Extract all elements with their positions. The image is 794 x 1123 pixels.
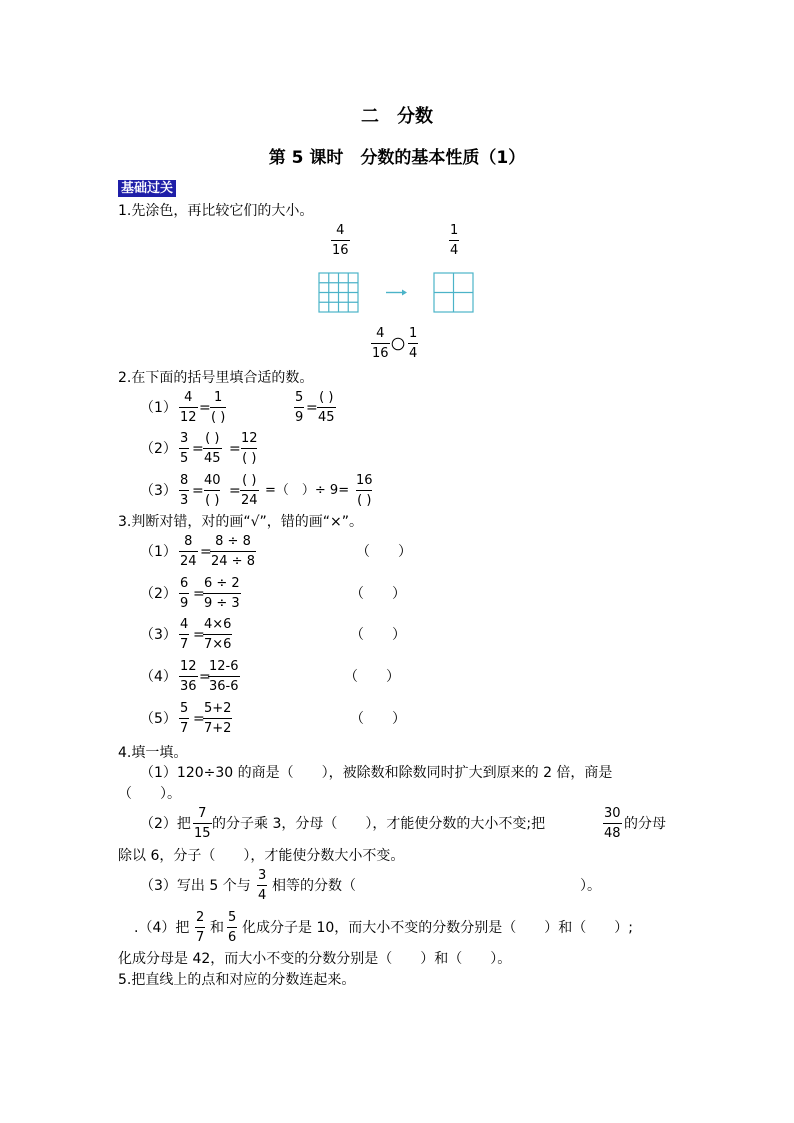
q1-grid-16[interactable]	[319, 273, 358, 312]
q4-prompt: 4.填一填。	[118, 745, 188, 761]
fraction: $\frac{3}{4}$	[258, 868, 267, 903]
equals-sign: =	[229, 441, 241, 457]
fraction: $\frac{30}{48}$	[604, 806, 621, 841]
equals-sign: =	[200, 544, 212, 560]
equals-sign: =	[192, 483, 204, 499]
q4-s4-post: 化成分子是 10，而大小不变的分数分别是（ ）和（ ）;	[242, 920, 633, 936]
fraction: $\frac{8}{24}$	[180, 534, 197, 569]
answer-blank[interactable]: （ ）	[344, 669, 400, 685]
q4-s1-line1: （1）120÷30 的商是（ ），被除数和除数同时扩大到原来的 2 倍，商是	[140, 765, 613, 781]
q4-s2-line2: 除以 6，分子（ ），才能使分数大小不变。	[118, 848, 405, 864]
q4-s4-and: 和	[210, 920, 224, 936]
fraction-blank[interactable]: 1 ( )	[211, 390, 226, 425]
fraction: $\frac{5}{6}$	[228, 910, 237, 945]
equals-sign: =	[199, 400, 211, 416]
q1-compare-left: $\frac{4}{16}$	[372, 326, 389, 361]
section-tag: 基础过关	[118, 180, 176, 197]
equals-sign: =	[193, 586, 205, 602]
q3-label: （2）	[140, 586, 177, 602]
q1-right-fraction: $\frac{1}{4}$	[450, 223, 459, 258]
q3-label: （3）	[140, 627, 177, 643]
q1-prompt: 1.先涂色，再比较它们的大小。	[118, 203, 314, 219]
q2-prompt: 2.在下面的括号里填合适的数。	[118, 370, 314, 386]
fraction: $\frac{8}{3}$	[180, 473, 189, 508]
answer-blank[interactable]: （ ）	[356, 544, 412, 560]
q4-s3-post: 相等的分数（ ）。	[272, 878, 601, 894]
q2-label-2: （2）	[140, 441, 177, 457]
q4-s4-pre: .（4）把	[134, 920, 190, 936]
fraction: $\frac{6}{9}$	[180, 576, 189, 611]
fraction: $\frac{12}{36}$	[180, 659, 197, 694]
q4-s1-line2: （ ）。	[118, 786, 181, 802]
fraction-blank[interactable]: 40 ( )	[204, 473, 221, 508]
equals-sign: =	[306, 400, 318, 416]
fraction: $\frac{8 \div 8}{24 \div 8}$	[211, 534, 255, 569]
q4-s3-pre: （3）写出 5 个与	[140, 878, 251, 894]
equals-sign: =	[199, 669, 211, 685]
fraction: $\frac{5+2}{7+2}$	[204, 701, 232, 736]
answer-blank[interactable]: （ ）	[350, 586, 406, 602]
q4-s2-post: 的分母	[624, 816, 666, 832]
q1-compare-right: $\frac{1}{4}$	[409, 326, 418, 361]
unit-title: 二 分数	[361, 106, 433, 127]
fraction: $\frac{6 \div 2}{9 \div 3}$	[204, 576, 240, 611]
q3-label: （4）	[140, 669, 177, 685]
fraction: $\frac{4\times 6}{7\times 6}$	[204, 617, 232, 652]
equals-sign: =	[229, 483, 241, 499]
q4-s2-pre: （2）把	[140, 816, 191, 832]
equals-sign: =	[193, 627, 205, 643]
q2-label-1: （1）	[140, 400, 177, 416]
q3-prompt: 3.判断对错，对的画“√”，错的画“×”。	[118, 514, 364, 530]
fraction: $\frac{4}{7}$	[180, 617, 189, 652]
fraction: $\frac{3}{5}$	[180, 431, 189, 466]
q3-label: （1）	[140, 544, 177, 560]
fraction-blank[interactable]: 16 ( )	[356, 473, 373, 508]
q1-shading-grids	[318, 272, 478, 314]
fraction: $\frac{5}{7}$	[180, 701, 189, 736]
fraction: $\frac{4}{12}$	[180, 390, 197, 425]
answer-blank[interactable]: （ ）	[350, 711, 406, 727]
fraction-blank[interactable]: 12 ( )	[241, 431, 258, 466]
arrow-right-icon	[386, 290, 407, 296]
q3-label: （5）	[140, 711, 177, 727]
q1-grid-4[interactable]	[434, 273, 473, 312]
q4-s2-mid: 的分子乘 3，分母（ ），才能使分数的大小不变;把	[212, 816, 546, 832]
fraction: $\frac{5}{9}$	[295, 390, 304, 425]
equals-sign: =	[192, 441, 204, 457]
q5-prompt: 5.把直线上的点和对应的分数连起来。	[118, 972, 356, 988]
fraction-blank[interactable]: ( ) 24	[241, 473, 258, 508]
q2-division-blank[interactable]: =（ ）÷ 9=	[265, 483, 350, 498]
answer-blank[interactable]: （ ）	[350, 627, 406, 643]
fraction: $\frac{7}{15}$	[194, 806, 211, 841]
q2-label-3: （3）	[140, 483, 177, 499]
fraction-blank[interactable]: ( ) 45	[204, 431, 221, 466]
fraction: $\frac{12-6}{36-6}$	[209, 659, 239, 694]
q4-s4-line2: 化成分母是 42，而大小不变的分数分别是（ ）和（ ）。	[118, 951, 512, 967]
compare-circle-blank[interactable]	[391, 337, 405, 351]
fraction-blank[interactable]: ( ) 45	[318, 390, 335, 425]
fraction: $\frac{2}{7}$	[196, 910, 205, 945]
equals-sign: =	[193, 711, 205, 727]
lesson-title: 第 5 课时 分数的基本性质（1）	[268, 148, 526, 168]
q1-left-fraction: $\frac{4}{16}$	[332, 223, 349, 258]
